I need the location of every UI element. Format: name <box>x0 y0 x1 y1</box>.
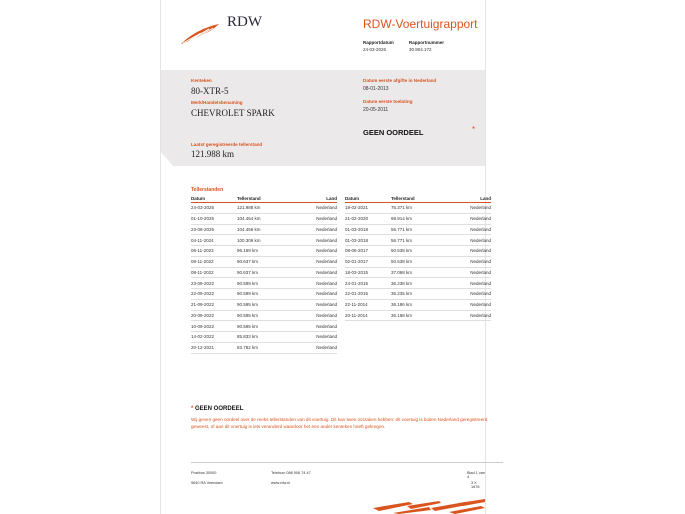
cell-datum: 20-12-2021 <box>191 342 237 353</box>
cell-datum: 01-03-2018 <box>345 235 391 246</box>
cell-datum: 24-03-2026 <box>191 203 237 214</box>
table-row <box>345 256 491 267</box>
decorative-stripes-icon <box>369 498 485 514</box>
footer-page: Blad 1 van 4 <box>467 471 485 479</box>
cell-datum: 21-02-2020 <box>345 213 391 224</box>
rapportdatum-label: Rapportdatum <box>363 40 394 45</box>
teller-label: Laatst geregistreerde tellerstand <box>191 142 263 147</box>
cell-land: Nederland <box>285 224 337 235</box>
note-title <box>191 406 243 412</box>
cell-land: Nederland <box>285 289 337 300</box>
table-row <box>191 203 337 214</box>
toelating-label: Datum eerste toelating <box>363 99 413 104</box>
cell-land: Nederland <box>439 299 491 310</box>
cell-datum: 01-03-2018 <box>345 224 391 235</box>
cell-tellerstand: 90.595 km <box>237 310 285 321</box>
cell-tellerstand: 90.599 km <box>237 278 285 289</box>
cell-datum: 20-09-2022 <box>191 310 237 321</box>
table-row <box>345 203 491 214</box>
table-row <box>191 278 337 289</box>
cell-tellerstand: 36.168 km <box>391 310 439 321</box>
odometer-table-left <box>191 195 337 354</box>
band-corner-cut <box>161 152 173 166</box>
tellerstanden-title: Tellerstanden <box>191 187 224 193</box>
cell-land: Nederland <box>285 299 337 310</box>
cell-datum: 04-11-2024 <box>191 235 237 246</box>
cell-datum: 02-01-2017 <box>345 256 391 267</box>
rdw-logo-icon <box>179 22 223 46</box>
cell-datum: 19-02-2021 <box>345 203 391 214</box>
cell-tellerstand: 36.238 km <box>391 278 439 289</box>
table-row <box>345 278 491 289</box>
report-title: RDW-Voertuigrapport <box>363 17 478 31</box>
cell-datum: 08-06-2017 <box>345 246 391 257</box>
cell-tellerstand: 36.235 km <box>391 289 439 300</box>
cell-land: Nederland <box>439 267 491 278</box>
col-datum: Datum <box>191 195 237 203</box>
note-text: Wij geven geen oordeel over de reeks tellerstanden van dit voertuig. Dit kan twee oorzaken hebben: dit voertuig is buiten Nederland geregistreerd geweest, of aan dit voertuig is iets veranderd waardoor het een ander kenteken heeft gekregen. <box>191 417 488 429</box>
cell-datum: 06-11-2023 <box>191 246 237 257</box>
cell-land: Nederland <box>439 256 491 267</box>
table-row <box>345 246 491 257</box>
cell-tellerstand: 37.068 km <box>391 267 439 278</box>
cell-land: Nederland <box>285 246 337 257</box>
cell-land: Nederland <box>439 224 491 235</box>
merk-label: Merk/Handelsbenaming <box>191 100 243 105</box>
rapportnummer-value: 30.904.172 <box>409 47 432 52</box>
rapportdatum-value: 24-03-2026 <box>363 47 387 52</box>
table-row <box>345 235 491 246</box>
cell-tellerstand: 90.595 km <box>237 321 285 332</box>
table-row <box>345 224 491 235</box>
cell-tellerstand: 90.637 km <box>237 256 285 267</box>
table-row <box>191 235 337 246</box>
cell-land: Nederland <box>439 203 491 214</box>
cell-land: Nederland <box>285 310 337 321</box>
cell-land: Nederland <box>439 213 491 224</box>
cell-datum: 22-01-2015 <box>345 289 391 300</box>
cell-datum: 23-09-2022 <box>191 278 237 289</box>
cell-datum: 08-11-2022 <box>191 256 237 267</box>
table-row <box>191 321 337 332</box>
afgifte-value: 08-01-2013 <box>363 86 389 92</box>
cell-land: Nederland <box>285 342 337 353</box>
toelating-value: 20-05-2011 <box>363 107 389 113</box>
cell-tellerstand: 90.637 km <box>237 267 285 278</box>
cell-datum: 22-11-2014 <box>345 299 391 310</box>
table-row <box>345 213 491 224</box>
cell-land: Nederland <box>285 235 337 246</box>
cell-datum: 22-09-2022 <box>191 289 237 300</box>
cell-land: Nederland <box>439 310 491 321</box>
table-row <box>191 299 337 310</box>
cell-tellerstand: 85.833 km <box>237 332 285 343</box>
table-row <box>191 342 337 353</box>
table-row <box>345 310 491 321</box>
cell-datum: 14-02-2022 <box>191 332 237 343</box>
cell-land: Nederland <box>439 289 491 300</box>
cell-tellerstand: 75.371 km <box>391 203 439 214</box>
table-row <box>191 289 337 300</box>
table-row <box>345 267 491 278</box>
col-tellerstand: Tellerstand <box>237 195 285 203</box>
footer-website: www.rdw.nl <box>271 481 290 485</box>
cell-land: Nederland <box>285 278 337 289</box>
cell-tellerstand: 100.306 km <box>237 235 285 246</box>
cell-land: Nederland <box>439 278 491 289</box>
afgifte-label: Datum eerste afgifte in Nederland <box>363 78 437 83</box>
report-page <box>160 0 491 514</box>
cell-datum: 01-10-2025 <box>191 213 237 224</box>
cell-tellerstand: 121.988 km <box>237 203 285 214</box>
odometer-table-right <box>345 195 491 321</box>
table-row <box>191 213 337 224</box>
cell-land: Nederland <box>285 203 337 214</box>
cell-tellerstand: 56.771 km <box>391 235 439 246</box>
verdict-marker: * <box>472 125 476 134</box>
table-row <box>191 267 337 278</box>
table-row <box>191 224 337 235</box>
teller-value: 121.988 km <box>191 149 235 159</box>
cell-land: Nederland <box>439 246 491 257</box>
cell-tellerstand: 90.599 km <box>237 289 285 300</box>
note-title-text: GEEN OORDEEL <box>195 406 244 412</box>
cell-tellerstand: 50.538 km <box>391 246 439 257</box>
footer-postbus: Postbus 30000 <box>191 471 217 475</box>
cell-datum: 10-09-2022 <box>191 321 237 332</box>
footer-address: 9640 RA Veendam <box>191 481 223 485</box>
footer-code: 3 X 1678 <box>471 481 480 489</box>
cell-tellerstand: 96.169 km <box>237 246 285 257</box>
cell-tellerstand: 50.538 km <box>391 256 439 267</box>
cell-land: Nederland <box>439 235 491 246</box>
cell-datum: 18-03-2015 <box>345 267 391 278</box>
cell-tellerstand: 68.914 km <box>391 213 439 224</box>
cell-land: Nederland <box>285 332 337 343</box>
cell-datum: 08-11-2022 <box>191 267 237 278</box>
cell-datum: 20-11-2014 <box>345 310 391 321</box>
cell-tellerstand: 90.595 km <box>237 299 285 310</box>
kenteken-value: 80-XTR-5 <box>191 86 229 96</box>
cell-tellerstand: 83.782 km <box>237 342 285 353</box>
table-row <box>191 256 337 267</box>
cell-tellerstand: 104.464 km <box>237 213 285 224</box>
table-row <box>191 310 337 321</box>
cell-land: Nederland <box>285 321 337 332</box>
table-row <box>191 332 337 343</box>
logo-text: RDW <box>227 14 262 30</box>
rapportnummer-label: Rapportnummer <box>409 40 445 45</box>
cell-datum: 23-08-2025 <box>191 224 237 235</box>
cell-datum: 24-01-2015 <box>345 278 391 289</box>
cell-datum: 21-09-2022 <box>191 299 237 310</box>
cell-land: Nederland <box>285 267 337 278</box>
vehicle-summary-band <box>161 70 485 166</box>
merk-value: CHEVROLET SPARK <box>191 108 275 118</box>
cell-tellerstand: 104.456 km <box>237 224 285 235</box>
table-row <box>345 289 491 300</box>
footer-telefoon: Telefoon 088 906 74 47 <box>271 471 311 475</box>
kenteken-label: Kenteken <box>191 78 212 83</box>
table-row <box>191 246 337 257</box>
footer-divider <box>191 462 503 463</box>
verdict-text: GEEN OORDEEL <box>363 128 424 137</box>
col-datum: Datum <box>345 195 391 203</box>
col-tellerstand: Tellerstand <box>391 195 439 203</box>
cell-tellerstand: 56.771 km <box>391 224 439 235</box>
table-row <box>345 299 491 310</box>
cell-land: Nederland <box>285 213 337 224</box>
cell-land: Nederland <box>285 256 337 267</box>
note-marker: * <box>191 406 194 412</box>
cell-tellerstand: 36.186 km <box>391 299 439 310</box>
col-land: Land <box>439 195 491 203</box>
col-land: Land <box>285 195 337 203</box>
